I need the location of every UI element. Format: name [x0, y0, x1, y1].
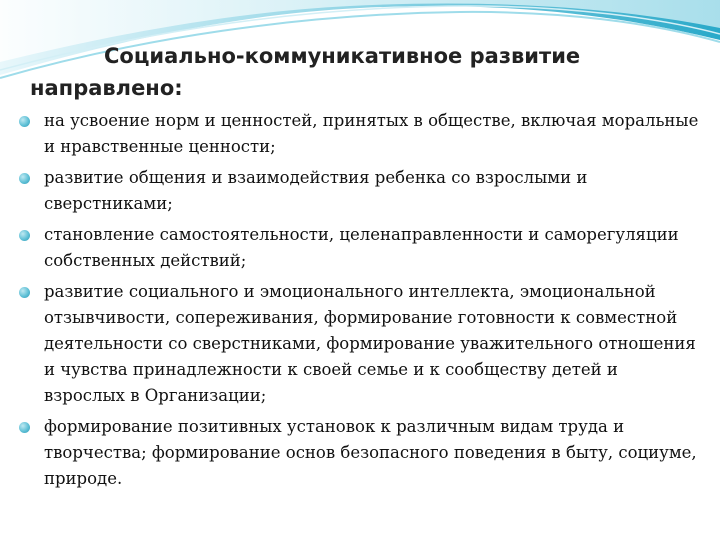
bullet-dot-icon: [19, 116, 30, 127]
list-item: [18, 108, 703, 160]
bullet-dot-icon: [19, 230, 30, 241]
bullet-dot-icon: [19, 173, 30, 184]
list-item-text: формирование позитивных установок к различным видам труда и творчества; формирование основ безопасного поведения в быту, социуме, природе.: [44, 417, 697, 488]
list-item-text: становление самостоятельности, целенаправленности и саморегуляции собственных действий;: [44, 225, 679, 270]
list-item: [18, 222, 703, 274]
slide-title: [30, 40, 690, 104]
list-item-text: развитие социального и эмоционального интеллекта, эмоциональной отзывчивости, сопереживания, формирование готовности к совместной деятельности со сверстниками, формирование уважительного отношения и чувства принадлежности к своей семье и к сообществу детей и взрослых в Организации;: [44, 282, 696, 405]
list-item: [18, 279, 703, 409]
list-item: [18, 414, 703, 492]
list-item-text: развитие общения и взаимодействия ребенка со взрослыми и сверстниками;: [44, 168, 588, 213]
title-line-1: Социально-коммуникативное развитие: [104, 44, 581, 68]
bullet-dot-icon: [19, 287, 30, 298]
bullet-dot-icon: [19, 422, 30, 433]
bullet-list: [18, 108, 703, 497]
list-item-text: на усвоение норм и ценностей, принятых в обществе, включая моральные и нравственные ценности;: [44, 111, 699, 156]
list-item: [18, 165, 703, 217]
title-line-2: направлено:: [30, 76, 183, 100]
